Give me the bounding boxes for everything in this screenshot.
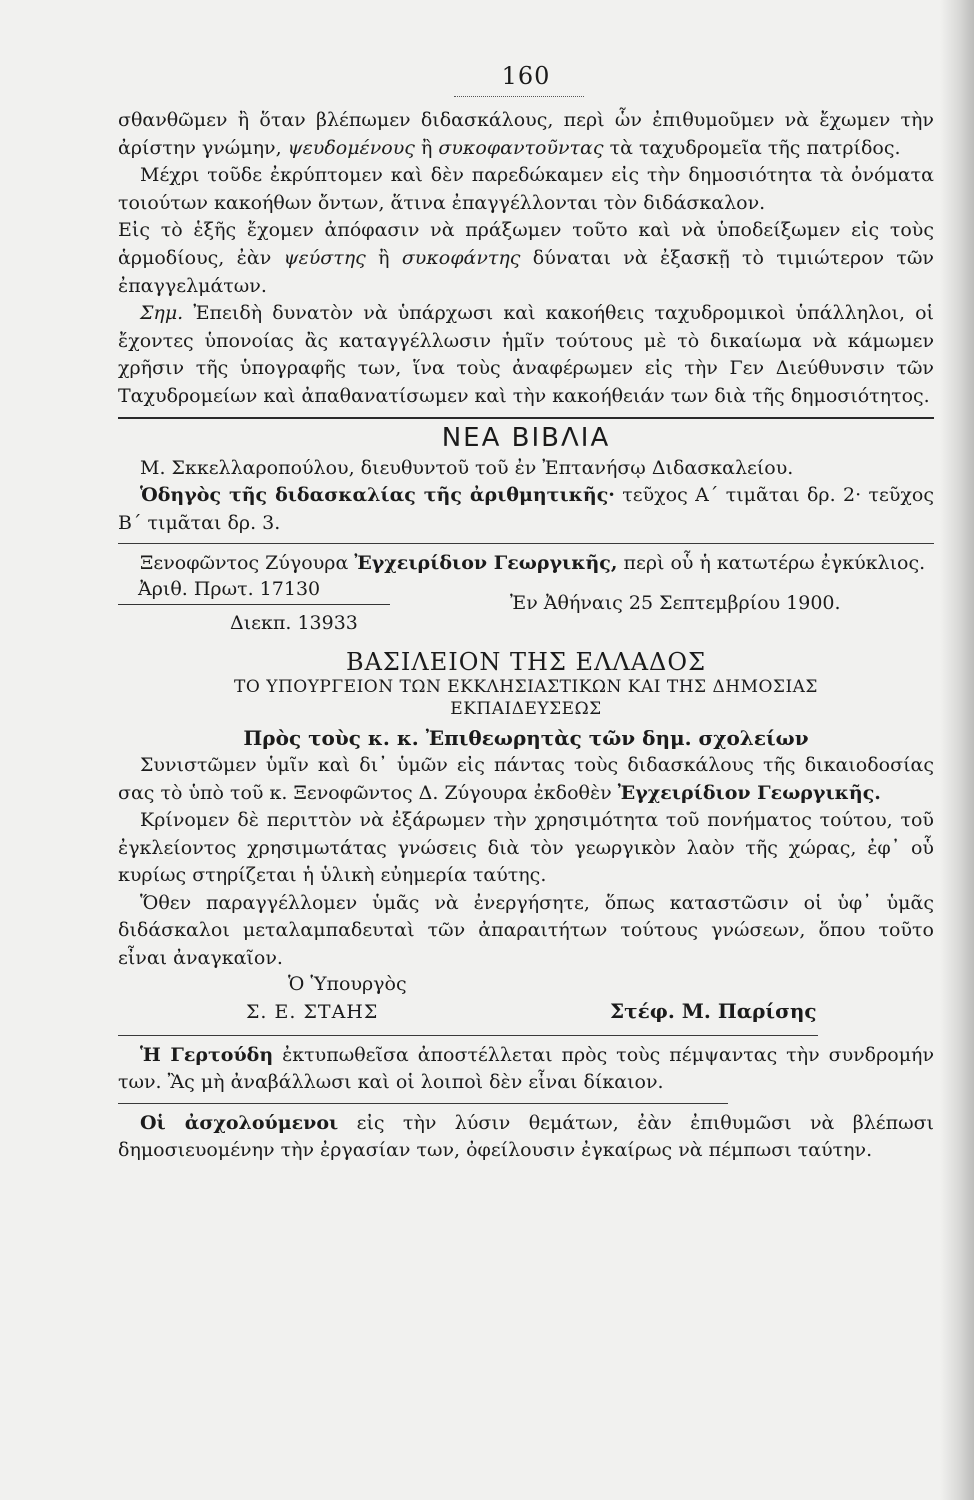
notice-2-lead: Οἱ ἀσχολούμενοι [140, 1111, 339, 1134]
book2-description: περὶ οὗ ἡ κατωτέρω ἐγκύκλιος. [617, 552, 926, 575]
book1-author: Μ. Σκκελλαροπούλου, διευθυντοῦ τοῦ ἐν Ἐπτανήσῳ Διδασκαλείου. [140, 456, 794, 479]
section-divider [118, 417, 934, 419]
intro-text-3: τὰ ταχυδρομεῖα τῆς πατρίδος. [603, 136, 901, 159]
intro-paragraph [118, 107, 934, 162]
kingdom-heading: ΒΑΣΙΛΕΙΟΝ ΤΗΣ ΕΛΛΑΔΟΣ [345, 647, 707, 676]
notice-divider-1 [118, 1035, 818, 1036]
signatures [118, 973, 934, 1029]
document-page [118, 62, 934, 1165]
intro-text-1: σθανθῶμεν ἢ ὅταν βλέπωμεν διδασκάλους, περὶ ὧν ἐπιθυμοῦμεν νὰ ἔχωμεν τὴν ἀρίστην γνώμην, [118, 109, 934, 159]
para3-text-3: δύναται νὰ ἐξασκῇ τὸ τιμιώτερον τῶν ἐπαγγελμάτων. [118, 246, 934, 297]
page-number-rule [454, 96, 584, 97]
dispatch-number: Διεκπ. 13933 [230, 611, 358, 634]
paragraph-3 [118, 217, 934, 300]
book1-title: Ὁδηγὸς τῆς διδασκαλίας τῆς ἀριθμητικῆς· [140, 484, 615, 507]
signer-left: Σ. Ε. ΣΤΑΗΣ [246, 1000, 379, 1023]
page-number: 160 [501, 62, 551, 90]
note-label: Σημ. [140, 302, 184, 325]
para3-emphasis-2: συκοφάντης [401, 246, 521, 269]
intro-text-2: ἢ [414, 136, 439, 159]
notice-2 [118, 1110, 934, 1165]
notice-1 [118, 1042, 934, 1097]
circular-body-3: Ὅθεν παραγγέλλομεν ὑμᾶς νὰ ἐνεργήσητε, ὅπως καταστῶσιν οἱ ὑφ᾽ ὑμᾶς διδάσκαλοι μεταλαμπαδευταὶ τῶν ἀπαραιτήτων τούτους γνώσεων, ὅπου τοῦτο εἶναι ἀναγκαῖον. [118, 891, 934, 970]
signer-right: Στέφ. Μ. Παρίσης [610, 998, 817, 1023]
circular-body-1-text: Συνιστῶμεν ὑμῖν καὶ δι᾽ ὑμῶν εἰς πάντας τοὺς διδασκάλους τῆς δικαιοδοσίας σας τὸ ὑπὸ τοῦ κ. Ξενοφῶντος Δ. Ζύγουρα ἐκδοθὲν [118, 753, 934, 804]
note-text: Ἐπειδὴ δυνατὸν νὰ ὑπάρχωσι καὶ κακοήθεις ταχυδρομικοὶ ὑπάλληλοι, οἱ ἔχοντες ὑπονοίας ἂς καταγγέλλωσιν ἡμῖν τούτους μὲ τὸ δικαίωμα νὰ κάμωμεν χρῆσιν τῆς ὑπογραφῆς των, ἵνα τοὺς ἀναφέρωμεν εἰς τὴν Γεν Διεύθυνσιν τῶν Ταχυδρομείων καὶ ἀπαθανατίσωμεν καὶ τὴν κακοήθειάν των διὰ τῆς δημοσιότητος. [118, 302, 934, 407]
notice-1-lead: Ἡ Γερτούδη [140, 1043, 274, 1066]
book2-entry [118, 550, 934, 578]
notice-divider-2 [118, 1103, 728, 1104]
new-books-heading: ΝΕΑ ΒΙΒΛΙΑ [441, 422, 611, 453]
signer-title: Ὁ Ὑπουργὸς [288, 972, 407, 995]
notice-2-text: εἰς τὴν λύσιν θεμάτων, ἐὰν ἐπιθυμῶσι νὰ βλέπωσι δημοσιευομένην τὴν ἐργασίαν των, ὀφείλουσιν ἐγκαίρως νὰ πέμπωσι ταύτην. [118, 1111, 934, 1162]
book-divider [118, 543, 934, 544]
para3-text-2: ἢ [365, 246, 402, 269]
para3-text-1: Εἰς τὸ ἑξῆς ἔχομεν ἀπόφασιν νὰ πράξωμεν τοῦτο καὶ νὰ ὑποδείξωμεν εἰς τοὺς ἁρμοδίους, ἐὰν [118, 219, 934, 269]
ministry-line-2: ΕΚΠΑΙΔΕΥΣΕΩΣ [450, 698, 602, 719]
protocol-number: Ἀριθ. Πρωτ. 17130 [138, 577, 321, 600]
note-paragraph [118, 300, 934, 410]
intro-emphasis-1: ψευδομένους [287, 136, 415, 159]
circular-addressee: Πρὸς τοὺς κ. κ. Ἐπιθεωρητὰς τῶν δημ. σχολείων [243, 725, 809, 750]
book2-title: Ἐγχειρίδιον Γεωργικῆς, [354, 552, 618, 575]
book2-author: Ξενοφῶντος Ζύγουρα [140, 552, 355, 575]
registry-rule [118, 604, 390, 605]
para3-emphasis-1: ψεύστης [283, 246, 366, 269]
scan-shadow-edge [940, 0, 974, 1500]
intro-emphasis-2: συκοφαντοῦντας [438, 136, 604, 159]
book1-entry [118, 482, 934, 537]
book1-price: τεῦχος Α΄ τιμᾶται δρ. 2· τεῦχος Β΄ τιμᾶται δρ. 3. [118, 484, 934, 534]
circular-body-2: Κρίνομεν δὲ περιττὸν νὰ ἐξάρωμεν τὴν χρησιμότητα τοῦ πονήματος τούτου, τοῦ ἐγκλείοντος χρησιμωτάτας γνώσεις διὰ τὸν γεωργικὸν λαὸν τῆς χώρας, ἐφ᾽ οὗ κυρίως στηρίζεται ἡ ὑλικὴ εὐημερία ταύτης. [118, 809, 934, 887]
ministry-line-1: ΤΟ ΥΠΟΥΡΓΕΙΟΝ ΤΩΝ ΕΚΚΛΗΣΙΑΣΤΙΚΩΝ ΚΑΙ ΤΗΣ ΔΗΜΟΣΙΑΣ [234, 676, 818, 697]
circular-registry [118, 578, 934, 642]
circular-body-1 [118, 752, 934, 807]
paragraph-2: Μέχρι τοῦδε ἐκρύπτομεν καὶ δὲν παρεδώκαμεν εἰς τὴν δημοσιότητα τὰ ὀνόματα τοιούτων κακοήθων ὄντων, ἅτινα ἐπαγγέλλονται τὸν διδάσκαλον. [118, 164, 934, 214]
circular-book-title: Ἐγχειρίδιον Γεωργικῆς. [617, 781, 881, 804]
notice-1-text: ἐκτυπωθεῖσα ἀποστέλλεται πρὸς τοὺς πέμψαντας τὴν συνδρομήν των. Ἂς μὴ ἀναβάλλωσι καὶ οἱ λοιποὶ δὲν εἶναι δίκαιον. [118, 1043, 934, 1094]
circular-date: Ἐν Ἀθήναις 25 Σεπτεμβρίου 1900. [510, 591, 841, 614]
